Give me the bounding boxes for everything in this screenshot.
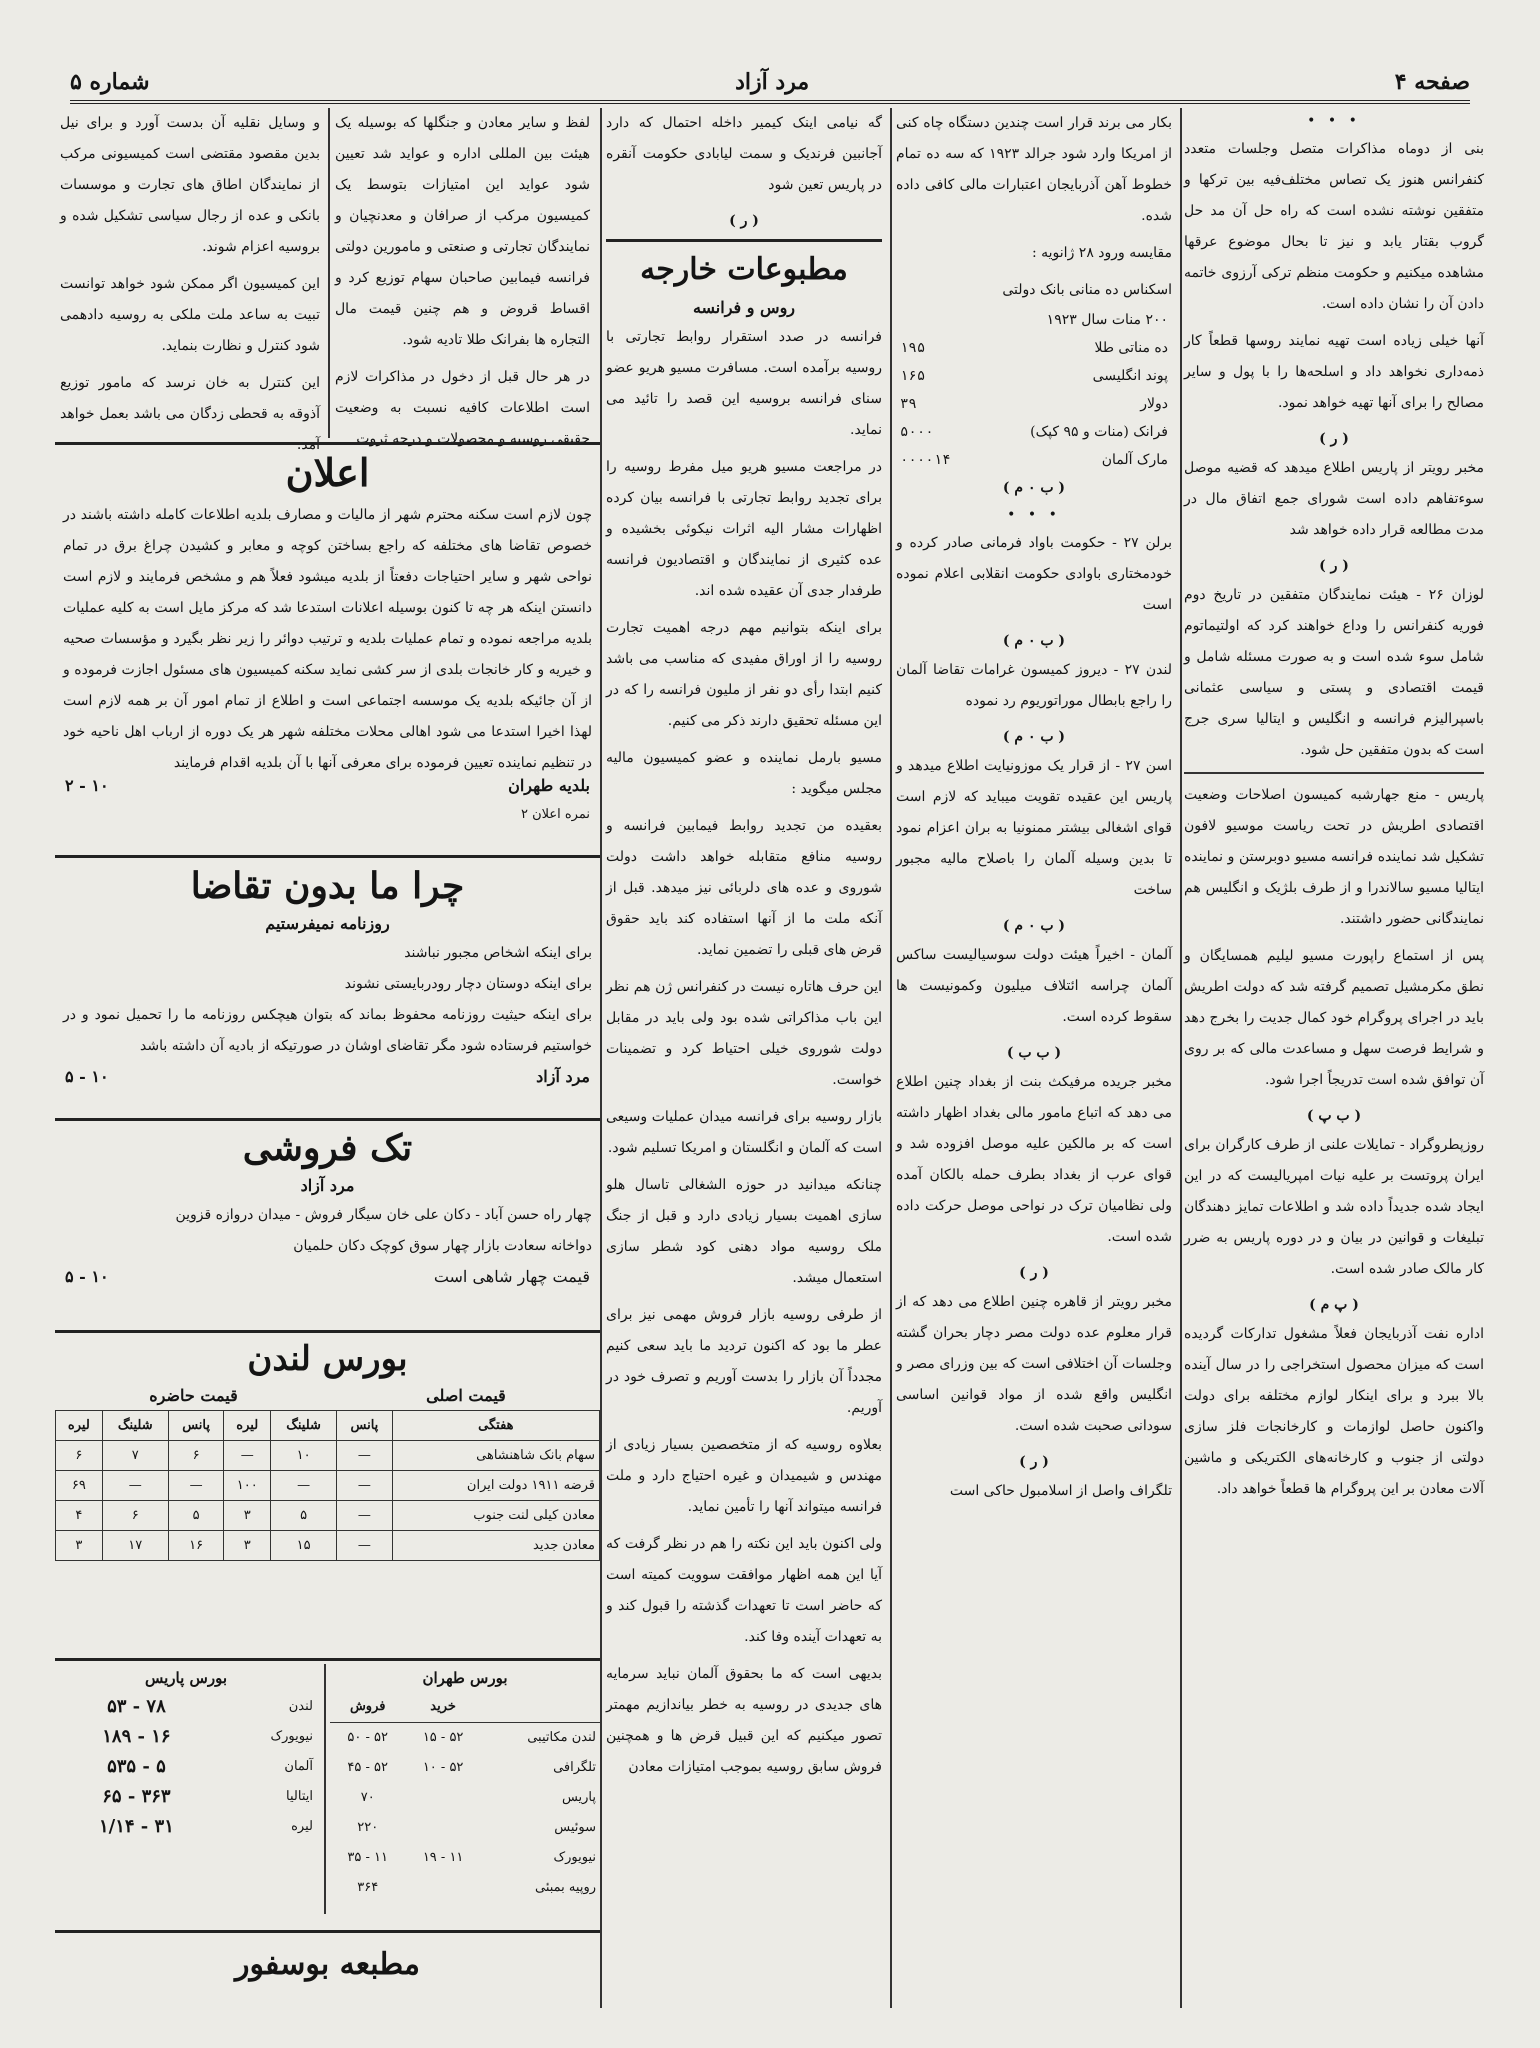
table-cell: ۶ — [102, 1501, 168, 1531]
buy-price — [405, 1783, 480, 1813]
section-divider — [1184, 772, 1484, 774]
article-paragraph: لفظ و سایر معادن و جنگلها که بوسیله یک هیئت بین المللی اداره و عواید شد تعیین شود عواید این امتیازات بتوسط یک کمیسیون مرکب از صرافان و معدنچیان و نمایندگان تجارتی و صنعتی و مامورین دولتی فرانسه فیمابین صاحبان سهام توزیع کرد و اقساط قروض و هم چنین قیمت مال التجاره ها بفرانک طلا تادیه شود. — [335, 115, 590, 348]
original-price-heading: قیمت اصلی — [426, 1386, 506, 1405]
london-bourse — [55, 1336, 600, 1656]
table-row — [896, 334, 1172, 362]
security-name: معادن جدید — [392, 1531, 599, 1561]
rate-value: ۱۶۵ — [900, 368, 926, 384]
table-row — [330, 1783, 600, 1813]
table-header-row — [56, 1411, 600, 1441]
column-header: شلینگ — [271, 1411, 337, 1441]
column-header: پانس — [168, 1411, 224, 1441]
retail-footer — [55, 1262, 600, 1292]
section-title: مطبوعات خارجه — [640, 252, 848, 287]
currency-name: روپیه بمبئی — [534, 1880, 596, 1895]
table-cell: ۱۶ — [168, 1531, 224, 1561]
table-row — [56, 1531, 600, 1561]
separator-stars: • • • — [1007, 507, 1061, 523]
rate-label: پوند انگلیسی — [1092, 368, 1168, 384]
printer-credit — [55, 1940, 600, 2000]
rate-value: ۳۹ — [900, 396, 917, 412]
retail-title: تک فروشی — [242, 1127, 413, 1169]
tehran-bourse-table — [330, 1692, 600, 1903]
section-divider — [55, 855, 600, 858]
rate-label: مارک آلمان — [1101, 452, 1168, 468]
article-paragraph: آنها خیلی زیاده است تهیه نمایند روسها قطعاً کار ذمه‌داری نخواهد داد و اسلحه‌ها را با پول و سایر مصالح را برای آنها تهیه خواهد نمود. — [1184, 333, 1484, 411]
article-paragraph: تلگراف واصل از اسلامبول حاکی است — [949, 1483, 1172, 1499]
table-cell: ۳ — [56, 1531, 103, 1561]
retail-line: چهار راه حسن آباد - دکان علی خان سیگار فروش - میدان دروازه قزوین — [175, 1207, 592, 1223]
column-3 — [606, 108, 882, 2008]
separator-stars: • • • — [1307, 113, 1361, 129]
paris-bourse — [55, 1664, 317, 1914]
currency-name: نیویورک — [553, 1850, 596, 1865]
buy-price — [405, 1813, 480, 1843]
rate-label: ۲۰۰ منات سال ۱۹۲۳ — [1046, 312, 1168, 328]
paris-bourse-table — [55, 1692, 317, 1842]
table-row — [330, 1873, 600, 1903]
sell-price: ۵۰ - ۵۲ — [347, 1730, 388, 1745]
table-cell: ۶ — [168, 1441, 224, 1471]
article-paragraph: چنانکه میدانید در حوزه الشغالی تاسال هلو سازی اهمیت بسیار زیادی دارد و قبل از جنگ ملک روسیه مواد دهنی کود شطر سازی استعمال میشد. — [606, 1177, 882, 1286]
article-paragraph: گه نیامی اینک کیمیر داخله احتمال که دارد آجانبین فرندیک و سمت لیابادی حکومت آنقره در پاریس تعین شود — [606, 115, 882, 193]
table-cell: — — [224, 1441, 271, 1471]
table-row — [55, 1752, 317, 1782]
tehran-bourse-title: بورس طهران — [422, 1669, 508, 1687]
article-source: ( ب پ ) — [1306, 1108, 1362, 1124]
article-source: ( ب ۰ م ) — [1002, 633, 1066, 649]
notice-text: برای اینکه حیثیت روزنامه محفوظ بماند که بتوان هیچکس روزنامه ما را تحمیل نمود و در خواستیم فرستاده شود مگر تقاضای اوشان در صورتیکه از بادیه آن داشته باشد — [63, 1007, 592, 1054]
currency-name: لیره — [291, 1819, 313, 1834]
article-source: ( ب ۰ م ) — [1002, 729, 1066, 745]
column-header: خرید — [405, 1692, 480, 1723]
announcement-signature: بلدیه طهران — [508, 776, 590, 795]
security-name: سهام بانک شاهنشاهی — [392, 1441, 599, 1471]
column-header: فروش — [330, 1692, 405, 1723]
table-row — [56, 1501, 600, 1531]
article-source: ( ر ) — [1319, 431, 1349, 447]
rate-value: ۵۰۰۰ — [900, 424, 934, 440]
article-paragraph: بازار روسیه برای فرانسه میدان عملیات وسیعی است که آلمان و انگلستان و امریکا تسلیم شود. — [606, 1109, 882, 1156]
table-row — [330, 1813, 600, 1843]
column-header: هفتگی — [392, 1411, 599, 1441]
article-paragraph: این حرف هاتاره نیست در کنفرانس ژن هم نظر این باب مذاکراتی شده بود ولی باید در مقابل دولت شوروی خیلی احتیاط کرد و تضمینات خواست. — [606, 979, 882, 1088]
table-row — [56, 1471, 600, 1501]
article-paragraph: برای اینکه بتوانیم مهم درجه اهمیت تجارت روسیه را از اوراق مفیدی که مناسب می باشد کنیم ابتدا رأی دو نفر از ملیون فرانسه را که در این مسئله تحقیق دارند ذکر می کنیم. — [606, 620, 882, 729]
article-paragraph: در هر حال قبل از دخول در مذاکرات لازم است اطلاعات کافیه نسبت به وضعیت حقیقی روسیه و محصولات و درجه ثروت — [335, 369, 590, 447]
rate-value: ۰۰۰۰۱۴ — [900, 452, 951, 468]
column-rule — [890, 108, 892, 2008]
notice-line: برای اینکه دوستان دچار رودربایستی نشوند — [344, 976, 592, 992]
article-source: ( ر ) — [1319, 558, 1349, 574]
table-cell: ۷ — [102, 1441, 168, 1471]
sell-price: ۳۶۴ — [357, 1880, 379, 1895]
column-header — [481, 1692, 600, 1723]
article-source: ( ب ب ) — [1006, 1045, 1062, 1061]
rate-label: ده مناتی طلا — [1094, 340, 1168, 356]
currency-name: لندن — [288, 1699, 313, 1714]
rate-value: ۵۳ - ۷۸ — [107, 1696, 166, 1717]
exchange-rates-table — [896, 306, 1172, 474]
table-cell: ۵ — [271, 1501, 337, 1531]
buy-price: ۱۵ - ۵۲ — [422, 1730, 464, 1745]
retail-price: ۵ - ۱۰ — [65, 1267, 109, 1286]
notice-subtitle: روزنامه نمیفرستیم — [265, 914, 390, 933]
rates-intro: مقایسه ورود ۲۸ ژانویه : — [1031, 245, 1172, 261]
notice-title: چرا ما بدون تقاضا — [190, 865, 465, 907]
header-rule — [70, 100, 1470, 104]
rate-value: ۱/۱۴ - ۳۱ — [98, 1816, 174, 1837]
article-paragraph: پس از استماع راپورت مسیو لیلیم همسایگان و نطق مکرمشیل تصمیم گرفته شد که دولت اطریش باید در اجرای پروگرام خود کمال جدیت را بخرج دهد و شرایط فرصت سهل و مساعدت مالی که بر روی آن توافق شده است تدریجاً اجرا شود. — [1184, 948, 1484, 1088]
article-source: ( ر ) — [1019, 1454, 1049, 1470]
table-row — [896, 390, 1172, 418]
table-cell: — — [337, 1501, 393, 1531]
buy-price: ۱۰ - ۵۲ — [422, 1760, 464, 1775]
article-paragraph: بعلاوه روسیه که از متخصصین بسیار زیادی از مهندس و شیمیدان و غیره احتیاج دارد و ملت فرانسه میتواند آنها را تأمین نماید. — [606, 1437, 882, 1515]
article-paragraph: فرانسه در صدد استقرار روابط تجارتی با روسیه برآمده است. مسافرت مسیو هریو عضو سنای فرانسه بروسیه این قصد را تائید می نماید. — [606, 329, 882, 438]
table-row — [896, 362, 1172, 390]
column-header: پانس — [337, 1411, 393, 1441]
tehran-bourse — [330, 1664, 600, 1914]
section-divider — [55, 1330, 600, 1333]
table-cell: ۳ — [224, 1501, 271, 1531]
page-number: صفحه ۴ — [1394, 69, 1470, 95]
section-divider — [55, 442, 600, 445]
article-paragraph: اداره نفت آذربایجان فعلاً مشغول تدارکات گردیده است که میزان محصول استخراجی را در سال آینده بالا ببرد و برای اینکار لوازم مختلفه برای دولت واکنون حاصل لوازمات و کارخانجات فلز سازی دولتی از جنوب و کارخانه‌های الکتریکی و ماشین آلات معادن بر این پروگرام ها قطعاً خواهد داد. — [1184, 1326, 1484, 1497]
table-cell: ۱۵ — [271, 1531, 337, 1561]
article-paragraph: بعقیده من تجدید روابط فیمابین فرانسه و روسیه منافع متقابله خواهد داشت دولت شوروی و عده های دلربائی نیز میدهد. قبل از آنکه ملت ما از آنها استفاده کند باید حقوق قرض های قبلی را تضمین نماید. — [606, 818, 882, 958]
table-cell: ۵ — [168, 1501, 224, 1531]
rates-title: اسکناس ده منانی بانک دولتی — [1002, 282, 1172, 298]
notice-signature: مرد آزاد — [536, 1067, 590, 1086]
article-source: ( پ م ) — [1309, 1297, 1359, 1313]
rate-value: ۵۳۵ - ۵ — [107, 1756, 166, 1777]
table-header-row — [330, 1692, 600, 1723]
security-name: معادن کیلی لنت جنوب — [392, 1501, 599, 1531]
table-cell: — — [271, 1471, 337, 1501]
retail-subtitle: مرد آزاد — [300, 1176, 355, 1195]
retail-sale-box — [55, 1124, 600, 1324]
table-cell: ۱۷ — [102, 1531, 168, 1561]
currency-name: ایتالیا — [286, 1789, 313, 1804]
column-header: لیره — [224, 1411, 271, 1441]
rate-value: ۱۸۹ - ۱۶ — [102, 1726, 171, 1747]
article-source: ( ب ۰ م ) — [1002, 918, 1066, 934]
table-cell: ۶۹ — [56, 1471, 103, 1501]
article-paragraph: مخبر رویتر از قاهره چنین اطلاع می دهد که از قرار معلوم عده دولت مصر دچار بحران گشته وجلسات آن اختلافی است که بین وزرای مصر و انگلیس واقع شده از مواد قوانین اساسی سودانی صحبت شده است. — [896, 1294, 1172, 1434]
section-divider — [55, 1658, 600, 1661]
article-paragraph: این کنترل به خان نرسد که مامور توزیع آذوقه به قحطی زدگان می باشد بعمل خواهد آمد. — [60, 375, 320, 453]
rate-value: ۶۵ - ۳۶۳ — [102, 1786, 171, 1807]
currency-name: نیویورک — [270, 1729, 313, 1744]
table-row — [330, 1753, 600, 1783]
section-divider — [55, 1118, 600, 1121]
table-row — [330, 1843, 600, 1873]
column-rule — [324, 1664, 326, 1914]
section-subtitle: روس و فرانسه — [692, 298, 796, 317]
notice-price: ۵ - ۱۰ — [65, 1067, 109, 1086]
article-paragraph: بدیهی است که ما بحقوق آلمان نباید سرمایه های جدیدی در روسیه به خطر بیاندازیم مهمتر تصور میکنیم که این قبیل قرض ها و همچنین فروش سابق روسیه بموجب امتیازات معادن — [606, 1666, 882, 1775]
table-cell: — — [168, 1471, 224, 1501]
sell-price: ۴۵ - ۵۲ — [347, 1760, 388, 1775]
table-cell: — — [337, 1441, 393, 1471]
article-paragraph: و وسایل نقلیه آن بدست آورد و برای نیل بدین مقصود مقتضی است کمیسیونی مرکب از نمایندگان اطاق های تجارت و موسسات بانکی و عده از رجال سیاسی تشکیل شده و بروسیه اعزام شوند. — [60, 115, 320, 255]
currency-name: لندن مکاتیبی — [527, 1730, 596, 1745]
announcement-text: چون لازم است سکنه محترم شهر از مالیات و مصارف بلدیه اطلاعات کامله داشته باشند در خصوص تقاضا های مختلفه که راجع بساختن کوچه و معابر و کشیدن چراغ برق در تمام نواحی شهر و سایر احتیاجات دفعتاً از بلدیه میشود فعلاً هم و مشخص فرمایند و لازم است دانستن اینکه هر چه تا کنون بوسیله اعلانات استدعا شد که مرکز مایل است به کلیه عملیات بلدیه مراجعه نموده و تمام عملیات بلدیه و ترتیب دوائر را زیر نظر بگیرد و مؤسسات صحیه و خیریه و کار خانجات بلدی از سر کشی نماید سکنه کمیسیون های مسئول اجازت فرموده و از آن جائیکه بلدیه یک موسسه اجتماعی است و اطلاع از تمام امور آن بر همه لازم است لهذا اخیرا استدعا می شود اهالی محلات مختلفه شهر هر یک دوره از ارباب اهل ناحیه خود در تنظیم نماینده تعیین فرموده برای معرفی آنها با آن بلدیه اقدام فرمایند — [63, 507, 592, 771]
section-divider — [55, 1930, 600, 1933]
article-paragraph: در مراجعت مسیو هریو میل مفرط روسیه را برای تجدید روابط تجارتی با فرانسه بیان کرده اظهارات مشار الیه اثرات نیکوئی بخشیده و عده کثیری از نمایندگان و اقتصادیون فرانسه طرفدار جدی آن عقیده شده اند. — [606, 459, 882, 599]
rate-value — [896, 306, 975, 334]
article-paragraph: مخبر جریده مرفیکث بنت از بغداد چنین اطلاع می دهد که اتباع مامور مالی بغداد اظهار داشته است که بر مالکین علیه موصل افزوده شد و قوای عرب از بغداد بطرف حمله بالکان آمده ولی نظامیان ترک در نواحی موصل حرکت داده شده است. — [896, 1074, 1172, 1245]
sell-price: ۳۵ - ۱۱ — [347, 1850, 388, 1865]
buy-price: ۱۹ - ۱۱ — [422, 1850, 464, 1865]
issue-number: شماره ۵ — [70, 69, 150, 95]
column-rule — [600, 108, 602, 2008]
article-paragraph: ولی اکنون باید این نکته را هم در نظر گرفت که آیا این همه اظهار موافقت سوویت کمیته است که حاضر است تا تعهدات گذشته را قبول کند و به تعهدات آینده وفا کند. — [606, 1536, 882, 1645]
article-paragraph: پاریس - منع جهارشبه کمیسون اصلاحات وضعیت اقتصادی اطریش در تحت ریاست موسیو لافون تشکیل شد نماینده فرانسه مسیو دوبرستن و نماینده ایتالیا مسیو سالاندرا و از طرف بلژیک و انگلیس هم نمایندگانی حضور داشتند. — [1184, 787, 1484, 927]
retail-line: دواخانه سعادت بازار چهار سوق کوچک دکان حلمیان — [293, 1238, 592, 1254]
column-2 — [896, 108, 1172, 2008]
notice-footer — [55, 1062, 600, 1092]
article-paragraph: مسیو بارمل نماینده و عضو کمیسیون مالیه مجلس میگوید : — [606, 750, 882, 797]
article-paragraph: بکار می برند قرار است چندین دستگاه چاه کنی از امریکا وارد شود جرالد ۱۹۲۳ که سه ده تمام خطوط آهن آذربایجان اعتبارات مالی کافی داده شده. — [896, 115, 1173, 224]
table-cell: ۶ — [56, 1441, 103, 1471]
security-name: قرضه ۱۹۱۱ دولت ایران — [392, 1471, 599, 1501]
page-header — [70, 68, 1470, 96]
column-4 — [335, 108, 590, 447]
table-cell: ۴ — [56, 1501, 103, 1531]
paris-bourse-title: بورس پاریس — [145, 1669, 227, 1687]
table-cell: — — [102, 1471, 168, 1501]
subscription-notice — [55, 862, 600, 1112]
london-bourse-table — [55, 1410, 600, 1561]
buy-price — [405, 1873, 480, 1903]
london-bourse-title: بورس لندن — [247, 1339, 408, 1379]
column-header: شلینگ — [102, 1411, 168, 1441]
currency-name: سوئیس — [554, 1820, 596, 1835]
currency-name: پاریس — [561, 1790, 596, 1805]
article-source: ( ر ) — [1019, 1265, 1049, 1281]
article-paragraph: لندن ۲۷ - دیروز کمیسون غرامات تقاضا آلمان را راجع بابطال موراتوریوم رد نموده — [896, 662, 1172, 709]
currency-name: آلمان — [284, 1759, 313, 1774]
table-row — [55, 1782, 317, 1812]
article-paragraph: مخبر رویتر از پاریس اطلاع میدهد که قضیه موصل سوءتفاهم داده است شورای جمع اتفاق مال در مدت مطالعه قرار داده خواهد شد — [1184, 460, 1484, 538]
table-cell: ۱۰ — [271, 1441, 337, 1471]
currency-name: تلگرافی — [553, 1760, 596, 1775]
article-source: ( ر ) — [729, 213, 759, 229]
announcement-price: ۲ - ۱۰ — [65, 776, 109, 795]
rate-label: فرانک (منات و ۹۵ کپک) — [1030, 424, 1168, 440]
rate-value: ۱۹۵ — [900, 340, 926, 356]
column-rule — [328, 108, 330, 438]
table-row — [55, 1812, 317, 1842]
table-cell: — — [337, 1471, 393, 1501]
announcement-number: نمره اعلان ۲ — [520, 807, 590, 822]
table-row — [896, 306, 1172, 334]
rate-label: دولار — [1140, 396, 1168, 412]
table-cell: — — [337, 1531, 393, 1561]
column-header: لیره — [56, 1411, 103, 1441]
announcement-box — [55, 448, 600, 848]
column-5 — [60, 108, 320, 453]
article-paragraph: آلمان - اخیراً هیئت دولت سوسیالیست ساکس آلمان چراسه ائتلاف میلیون وکمونیست ها سقوط کرده است. — [896, 947, 1172, 1025]
article-paragraph: برلن ۲۷ - حکومت باواد فرمانی صادر کرده و خودمختاری باوادی حکومت انقلابی اعلام نموده است — [896, 535, 1172, 613]
article-paragraph: لوزان ۲۶ - هیئت نمایندگان متفقین در تاریخ دوم فوریه کنفرانس را وداع خواهند کرد که اولتیماتوم شامل سوء شده است و به صورت مسئله شامل و قیمت اقتصادی و پستی و سیاسی عثمانی باسپرالیزم فرانسه و انگلیس و ایتالیا سری جرج است که بدون متفقین حل شود. — [1184, 587, 1484, 758]
section-divider — [606, 239, 882, 242]
article-paragraph: روزپطروگراد - تمایلات علنی از طرف کارگران برای ایران پروتست بر علیه نیات امپریالیست که در این ایجاد شده جدیداً داده شد و اطلاعات تمایز دهندگان تبلیغات و قوانین در بیان و در دوره پاریس به ضرر کار مالک صادر شده است. — [1184, 1137, 1484, 1277]
paper-name: مرد آزاد — [735, 69, 810, 95]
article-source: ( ب ۰ م ) — [1002, 480, 1066, 496]
article-paragraph: اسن ۲۷ - از قرار یک موزونیایت اطلاع میدهد و پاریس این عقیده تقویت میباید که لازم است قوای اشغالی بیشتر ممنونیا به بران اعزام نمود تا بدین وسیله آلمان را باصلاح مالیه مجبور ساخت — [896, 758, 1172, 898]
table-row — [55, 1722, 317, 1752]
table-row — [330, 1723, 600, 1754]
article-paragraph: این کمیسیون اگر ممکن شود خواهد توانست تبیت به ساعد ملت ملکی به روسیه دادهمی شود کنترل و نظارت بنماید. — [60, 276, 320, 354]
sell-price: ۲۲۰ — [357, 1820, 379, 1835]
table-row — [896, 418, 1172, 446]
table-cell: ۱۰۰ — [224, 1471, 271, 1501]
column-rule — [1180, 108, 1182, 2008]
current-price-heading: قیمت حاضره — [149, 1386, 238, 1405]
bourse-price-headings — [55, 1382, 600, 1410]
table-row — [56, 1441, 600, 1471]
column-1 — [1184, 108, 1484, 2008]
article-paragraph: از طرفی روسیه بازار فروش مهمی نیز برای عطر ما بود که اکنون تردید ما باید سعی کنیم مجدداً آن بازار را بدست آوریم و تصرف خود در آوریم. — [606, 1307, 882, 1416]
announcement-title: اعلان — [285, 450, 370, 495]
retail-price-note: قیمت چهار شاهی است — [433, 1267, 590, 1286]
table-row — [896, 446, 1172, 474]
table-cell: ۳ — [224, 1531, 271, 1561]
article-paragraph: بنی از دوماه مذاکرات متصل وجلسات متعدد کنفرانس هنوز یک تصاس مختلف‌فیه بین ترکها و متفقین نوشته نشده است که راه حل آن مد حل گروب بقتار یابد و نیز تا بحال موضوع عرقها مشاهده میکنیم و حکومت منظم ترکی آرزوی خاتمه دادن آن را نشان داده است. — [1184, 141, 1484, 312]
table-row — [55, 1692, 317, 1722]
printer-name: مطبعه بوسفور — [235, 1947, 420, 1982]
sell-price: ۷۰ — [360, 1790, 375, 1805]
notice-line: برای اینکه اشخاص مجبور نباشند — [404, 945, 592, 961]
